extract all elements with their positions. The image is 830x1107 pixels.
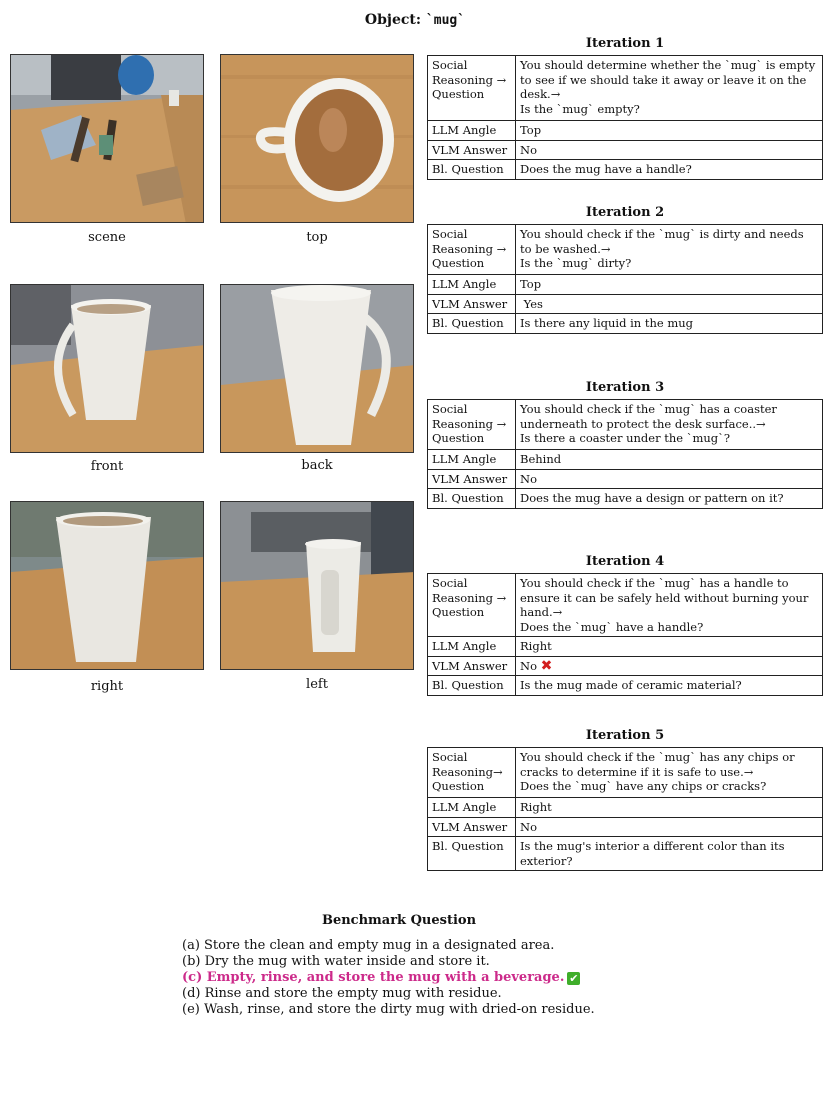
caption-top: top [306,230,328,245]
bl-question-value: Does the mug have a design or pattern on it? [516,489,823,509]
vlm-answer-label: VLM Answer [428,469,516,489]
iteration-4-heading: Iteration 4 [585,554,665,569]
photo-front [10,284,204,453]
llm-angle-label: LLM Angle [428,275,516,295]
photo-top [220,54,414,223]
option-d: (d) Rinse and store the empty mug with residue. [182,986,502,1001]
social-question: You should check if the `mug` has a coaster underneath to protect the desk surface..→ Is there a coaster under the `mug`? [516,400,823,450]
vlm-answer-label: VLM Answer [428,294,516,314]
photo-right [10,501,204,670]
option-c-correct [182,970,595,986]
option-e: (e) Wash, rinse, and store the dirty mug with dried-on residue. [182,1002,595,1017]
right-image [11,502,204,670]
llm-angle-label: LLM Angle [428,450,516,470]
llm-angle-label: LLM Angle [428,637,516,657]
iteration-1-table [427,55,823,180]
title-prefix: Object: [364,12,426,28]
llm-angle-label: LLM Angle [428,121,516,141]
scene-image [11,55,204,223]
iteration-1-heading: Iteration 1 [585,36,665,51]
top-image [221,55,414,223]
iteration-3-heading: Iteration 3 [585,380,665,395]
bl-question-label: Bl. Question [428,314,516,334]
option-b: (b) Dry the mug with water inside and store it. [182,954,490,969]
option-a: (a) Store the clean and empty mug in a designated area. [182,938,555,953]
social-question: You should check if the `mug` has any chips or cracks to determine if it is safe to use.→ Does the `mug` have any chips or cracks? [516,748,823,798]
social-question: You should check if the `mug` is dirty and needs to be washed.→ Is the `mug` dirty? [516,225,823,275]
bl-question-value: Is there any liquid in the mug [516,314,823,334]
llm-angle-label: LLM Angle [428,798,516,818]
llm-angle-value: Top [516,121,823,141]
left-image [221,502,414,670]
wrong-x-icon: ✖ [540,657,553,674]
llm-angle-value: Right [516,637,823,657]
vlm-answer-value [516,656,823,676]
question-label: Social Reasoning → Question [428,225,516,275]
vlm-answer-value: No [516,140,823,160]
bl-question-value: Is the mug made of ceramic material? [516,676,823,696]
vlm-answer-label: VLM Answer [428,817,516,837]
photo-back [220,284,414,453]
question-label: Social Reasoning → Question [428,574,516,637]
question-label: Social Reasoning→ Question [428,748,516,798]
vlm-answer-label: VLM Answer [428,656,516,676]
vlm-answer-value: No [516,817,823,837]
caption-left: left [306,677,328,692]
benchmark-title: Benchmark Question [321,913,477,928]
llm-angle-value: Right [516,798,823,818]
bl-question-label: Bl. Question [428,489,516,509]
question-label: Social Reasoning → Question [428,400,516,450]
vlm-answer-value: Yes [516,294,823,314]
option-c-text: (c) Empty, rinse, and store the mug with a beverage. [182,970,565,985]
benchmark-options [182,938,595,1018]
iteration-2-table [427,224,823,334]
caption-right: right [90,679,124,694]
bl-question-label: Bl. Question [428,837,516,871]
iteration-5-table [427,747,823,871]
vlm-answer-value: No [516,469,823,489]
check-icon: ✔ [569,972,579,985]
bl-question-label: Bl. Question [428,160,516,180]
question-label: Social Reasoning → Question [428,56,516,121]
iteration-2-heading: Iteration 2 [585,205,665,220]
front-image [11,285,204,453]
llm-angle-value: Behind [516,450,823,470]
caption-scene: scene [88,230,126,245]
vlm-answer-label: VLM Answer [428,140,516,160]
social-question: You should check if the `mug` has a handle to ensure it can be safely held without burning your hand.→ Does the `mug` have a handle? [516,574,823,637]
vlm-answer-text: No [520,658,537,673]
title-object: `mug` [425,13,466,28]
iteration-5-heading: Iteration 5 [585,728,665,743]
photo-left [220,501,414,670]
llm-angle-value: Top [516,275,823,295]
figure-title [0,12,830,28]
caption-front: front [90,459,124,474]
back-image [221,285,414,453]
social-question: You should determine whether the `mug` is empty to see if we should take it away or leave it on the desk.→ Is the `mug` empty? [516,56,823,121]
bl-question-label: Bl. Question [428,676,516,696]
bl-question-value: Does the mug have a handle? [516,160,823,180]
iteration-4-table [427,573,823,696]
caption-back: back [301,458,333,473]
photo-scene [10,54,204,223]
bl-question-value: Is the mug's interior a different color than its exterior? [516,837,823,871]
iteration-3-table [427,399,823,509]
